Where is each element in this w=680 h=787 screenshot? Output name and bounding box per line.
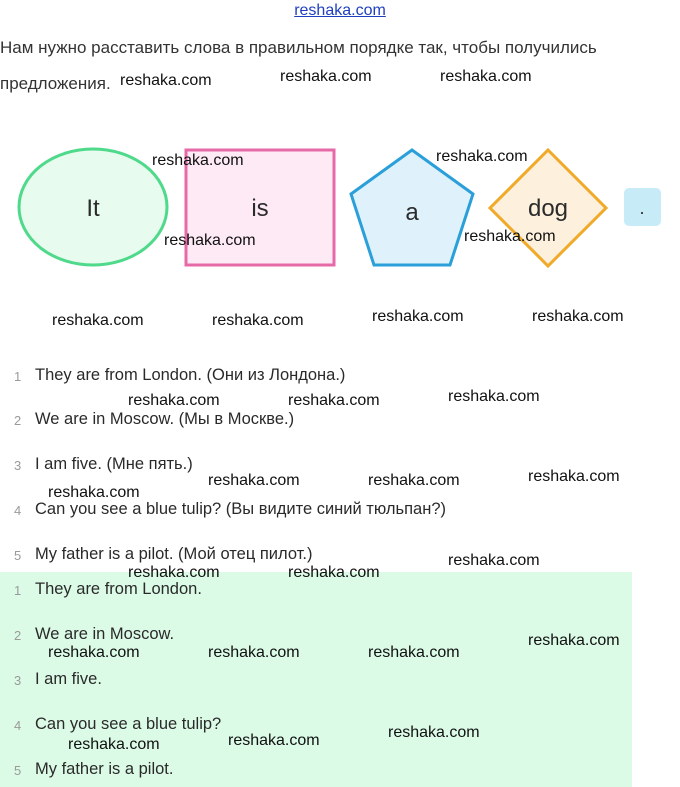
item-number: 1 (14, 369, 22, 384)
item-text: We are in Moscow. (Мы в Москве.) (35, 410, 295, 428)
watermark: reshaka.com (128, 564, 220, 581)
watermark: reshaka.com (152, 152, 244, 169)
watermark: reshaka.com (128, 392, 220, 409)
watermark: reshaka.com (48, 484, 140, 501)
word-shapes (0, 140, 680, 275)
watermark: reshaka.com (368, 644, 460, 661)
watermark: reshaka.com (288, 392, 380, 409)
item-number: 4 (14, 503, 22, 518)
word-dot: . (639, 198, 645, 218)
item-text: We are in Moscow. (35, 625, 175, 643)
watermark: reshaka.com (532, 308, 624, 325)
item-number: 2 (14, 413, 22, 428)
item-text: I am five. (Мне пять.) (35, 455, 193, 473)
item-number: 2 (14, 628, 22, 643)
watermark: reshaka.com (372, 308, 464, 325)
watermark: reshaka.com (228, 732, 320, 749)
item-number: 5 (14, 548, 22, 563)
watermark: reshaka.com (52, 312, 144, 329)
item-number: 5 (14, 763, 22, 778)
watermark: reshaka.com (440, 68, 532, 85)
item-text: They are from London. (Они из Лондона.) (35, 366, 346, 384)
watermark: reshaka.com (164, 232, 256, 249)
watermark: reshaka.com (280, 68, 372, 85)
item-text: They are from London. (35, 580, 202, 598)
word-it: It (86, 195, 100, 222)
site-header-link[interactable]: reshaka.com (294, 2, 386, 19)
watermark: reshaka.com (48, 644, 140, 661)
item-text: My father is a pilot. (Мой отец пилот.) (35, 545, 313, 563)
watermark: reshaka.com (208, 472, 300, 489)
word-a: a (405, 199, 419, 226)
word-is: is (251, 195, 269, 222)
task-intro: Нам нужно расставить слова в правильном порядке так, чтобы получились предложения. (0, 38, 597, 93)
item-number: 1 (14, 583, 22, 598)
watermark: reshaka.com (120, 72, 212, 89)
watermark: reshaka.com (388, 724, 480, 741)
item-text: Can you see a blue tulip? (Вы видите синий тюльпан?) (35, 500, 446, 518)
watermark: reshaka.com (208, 644, 300, 661)
watermark: reshaka.com (448, 388, 540, 405)
watermark: reshaka.com (368, 472, 460, 489)
watermark: reshaka.com (528, 632, 620, 649)
watermark: reshaka.com (528, 468, 620, 485)
item-number: 3 (14, 458, 22, 473)
item-text: Can you see a blue tulip? (35, 715, 222, 733)
watermark: reshaka.com (464, 228, 556, 245)
item-text: I am five. (35, 670, 102, 688)
item-number: 3 (14, 673, 22, 688)
watermark: reshaka.com (288, 564, 380, 581)
item-text: My father is a pilot. (35, 760, 174, 778)
watermark: reshaka.com (68, 736, 160, 753)
watermark: reshaka.com (436, 148, 528, 165)
item-number: 4 (14, 718, 22, 733)
watermark: reshaka.com (448, 552, 540, 569)
watermark: reshaka.com (212, 312, 304, 329)
word-dog: dog (527, 195, 569, 222)
